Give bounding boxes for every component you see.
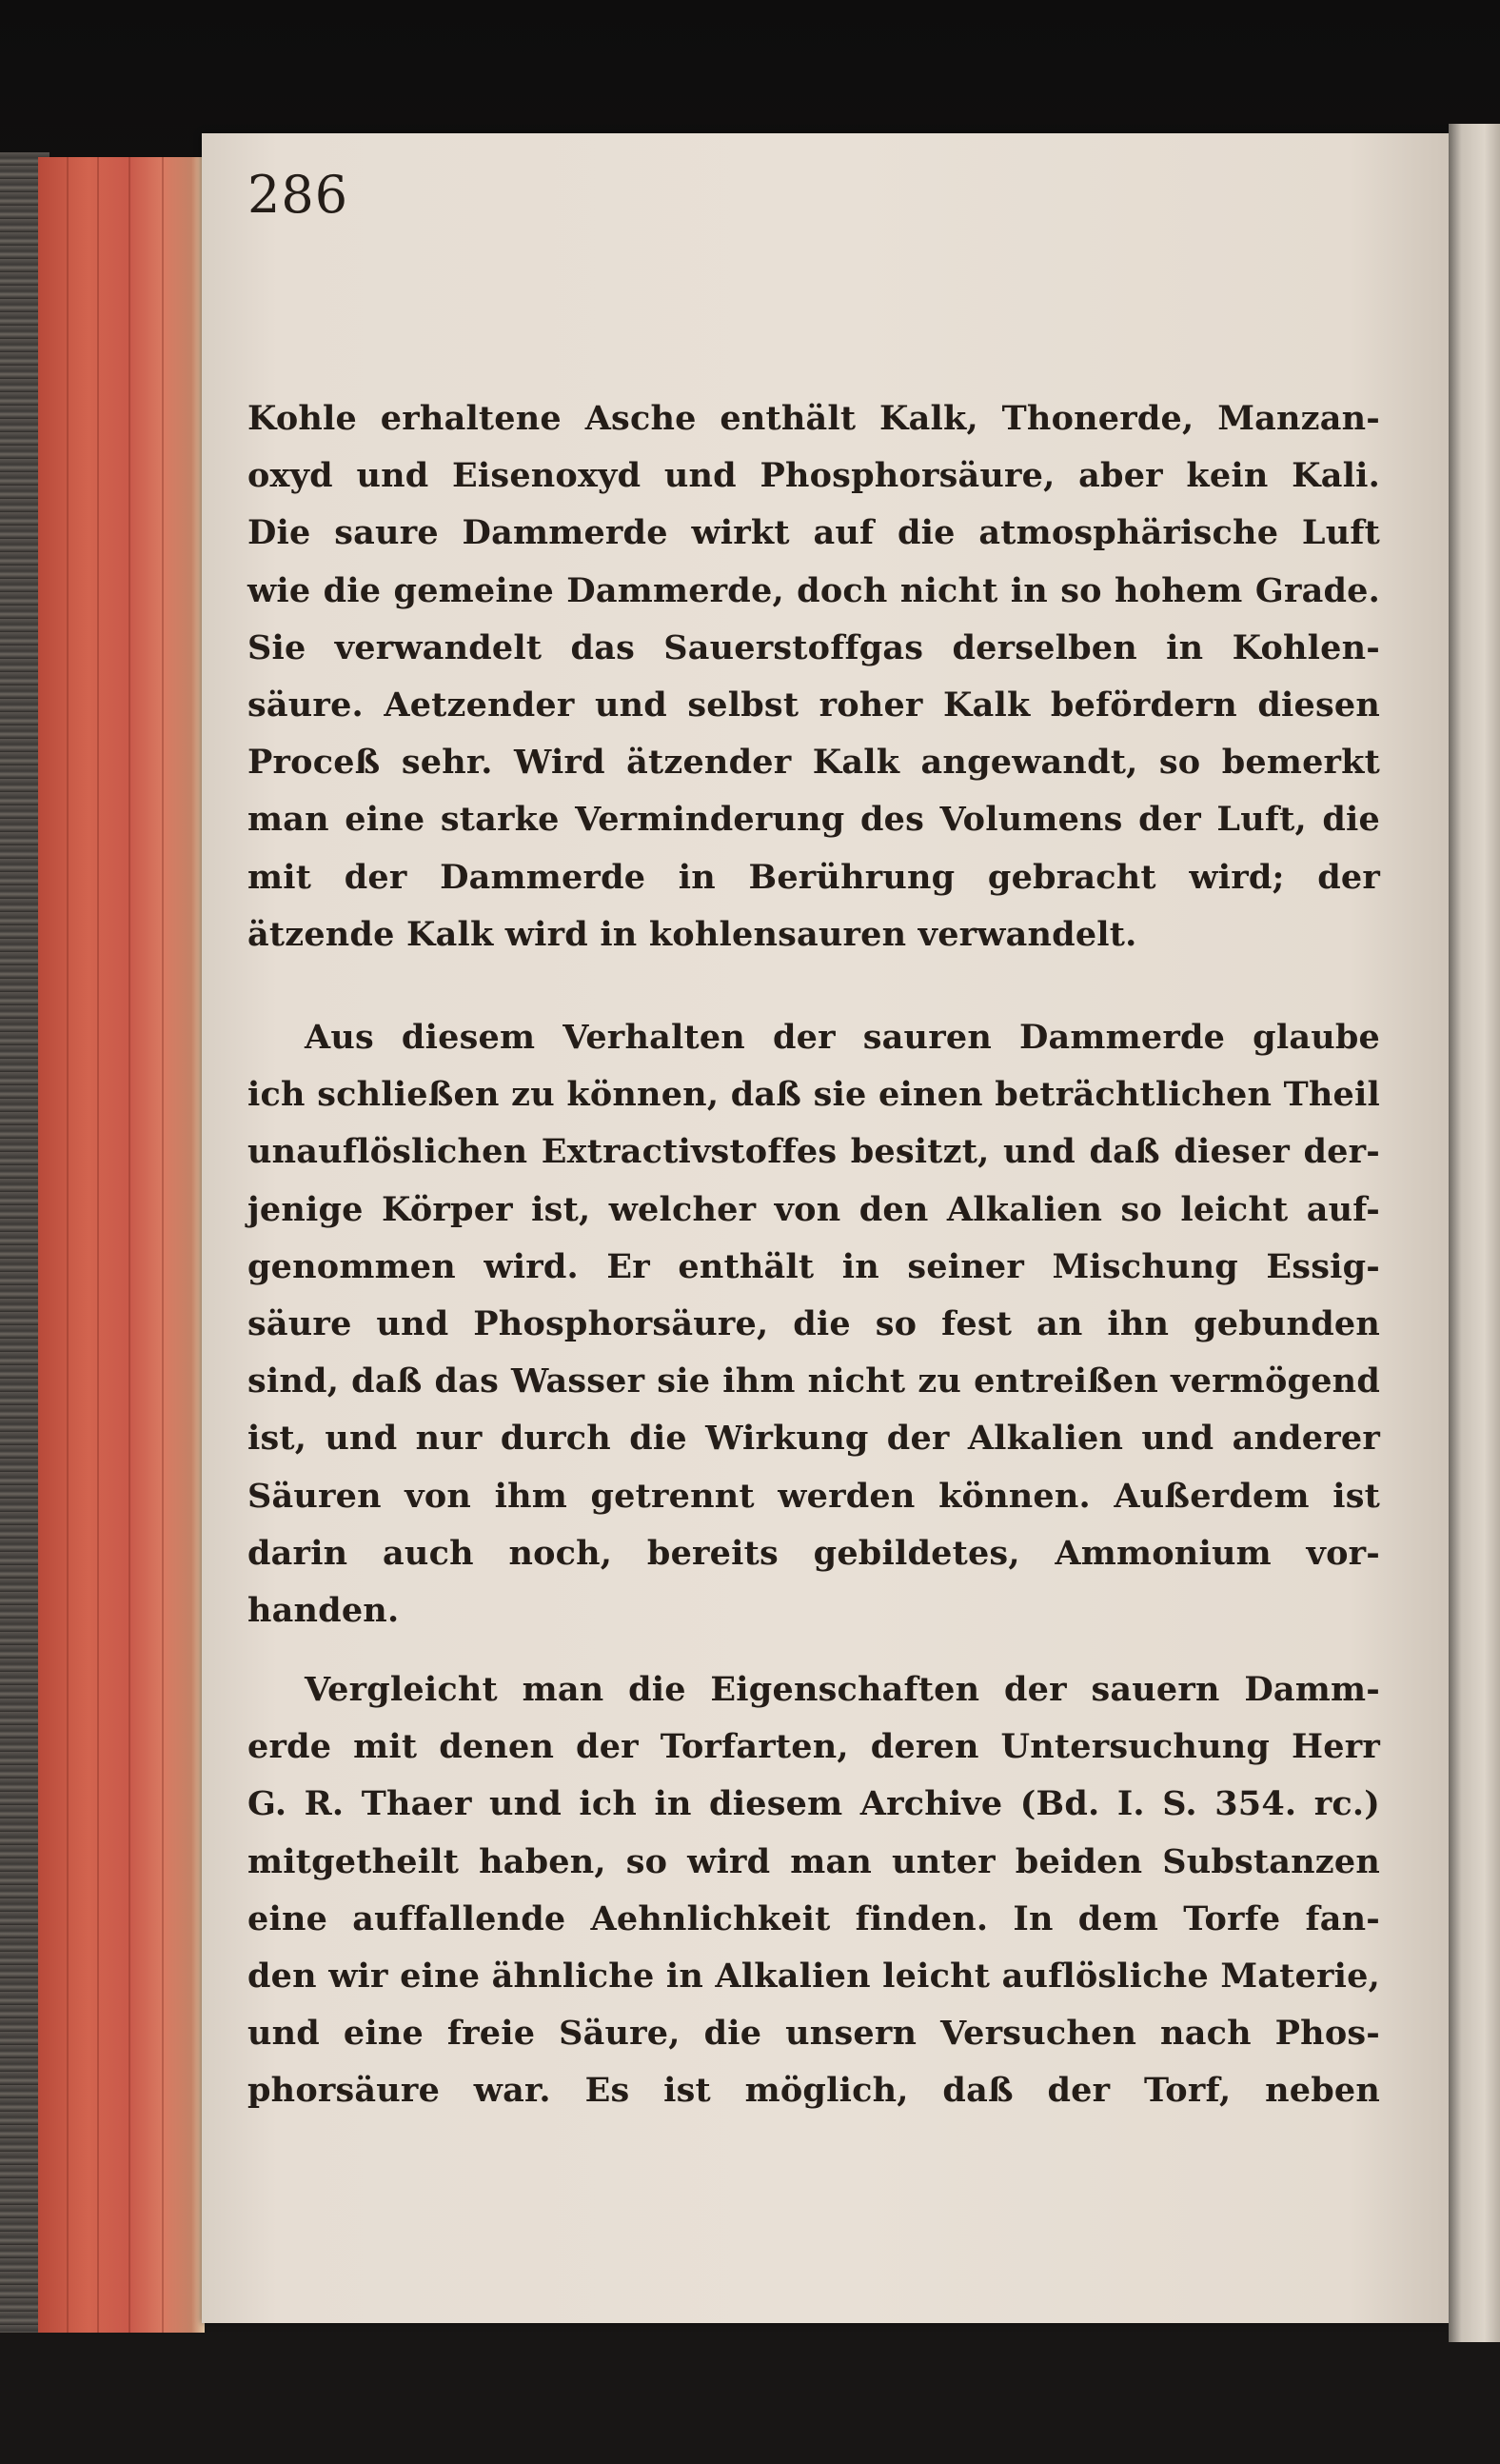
text-line: Proceß sehr. Wird ätzender Kalk angewandt, so bemerkt: [247, 743, 1380, 783]
text-line: und eine freie Säure, die unsern Versuchen nach Phos-: [247, 2014, 1380, 2054]
paragraph-2: [247, 1009, 1380, 1639]
text-line: Säuren von ihm getrennt werden können. Außerdem ist: [247, 1476, 1380, 1516]
text-line: jenige Körper ist, welcher von den Alkalien so leicht auf-: [247, 1189, 1380, 1229]
paragraph-3: [247, 1661, 1380, 2120]
text-line: Vergleicht man die Eigenschaften der sauern Damm-: [305, 1670, 1380, 1709]
facing-page-edge: [1449, 124, 1500, 2342]
text-line: ätzende Kalk wird in kohlensauren verwandelt.: [247, 914, 1137, 954]
text-line: Kohle erhaltene Asche enthält Kalk, Thonerde, Manzan-: [247, 399, 1380, 438]
text-line: säure und Phosphorsäure, die so fest an ihn gebunden: [247, 1303, 1380, 1343]
text-line: mit der Dammerde in Berührung gebracht wird; der: [247, 857, 1380, 897]
text-line: unauflöslichen Extractivstoffes besitzt, und daß dieser der-: [247, 1132, 1380, 1172]
text-line: phorsäure war. Es ist möglich, daß der Torf, neben: [247, 2071, 1380, 2111]
text-line: handen.: [247, 1590, 400, 1630]
text-line: ich schließen zu können, daß sie einen beträchtlichen Theil: [247, 1075, 1380, 1115]
text-line: wie die gemeine Dammerde, doch nicht in so hohem Grade.: [247, 570, 1380, 610]
text-line: Sie verwandelt das Sauerstoffgas derselben in Kohlen-: [247, 627, 1380, 667]
paragraph-1: [247, 390, 1380, 964]
text-line: erde mit denen der Torfarten, deren Untersuchung Herr: [247, 1727, 1380, 1767]
text-line: oxyd und Eisenoxyd und Phosphorsäure, aber kein Kali.: [247, 456, 1380, 496]
text-line: säure. Aetzender und selbst roher Kalk befördern diesen: [247, 685, 1380, 725]
text-line: genommen wird. Er enthält in seiner Mischung Essig-: [247, 1246, 1380, 1286]
text-line: eine auffallende Aehnlichkeit finden. In dem Torfe fan-: [247, 1898, 1380, 1938]
text-line: mitgetheilt haben, so wird man unter beiden Substanzen: [247, 1841, 1380, 1881]
page-number: 286: [247, 165, 349, 225]
text-line: G. R. Thaer und ich in diesem Archive (Bd. I. S. 354. rc.): [247, 1784, 1380, 1824]
text-line: Aus diesem Verhalten der sauren Dammerde glaube: [305, 1018, 1380, 1057]
text-line: den wir eine ähnliche in Alkalien leicht auflösliche Materie,: [247, 1956, 1380, 1996]
page-edge-stack: [38, 157, 205, 2333]
text-line: Die saure Dammerde wirkt auf die atmosphärische Luft: [247, 513, 1380, 553]
text-line: man eine starke Verminderung des Volumens der Luft, die: [247, 800, 1380, 840]
text-line: darin auch noch, bereits gebildetes, Ammonium vor-: [247, 1533, 1380, 1573]
text-line: sind, daß das Wasser sie ihm nicht zu entreißen vermögend: [247, 1361, 1380, 1401]
text-line: ist, und nur durch die Wirkung der Alkalien und anderer: [247, 1419, 1380, 1459]
